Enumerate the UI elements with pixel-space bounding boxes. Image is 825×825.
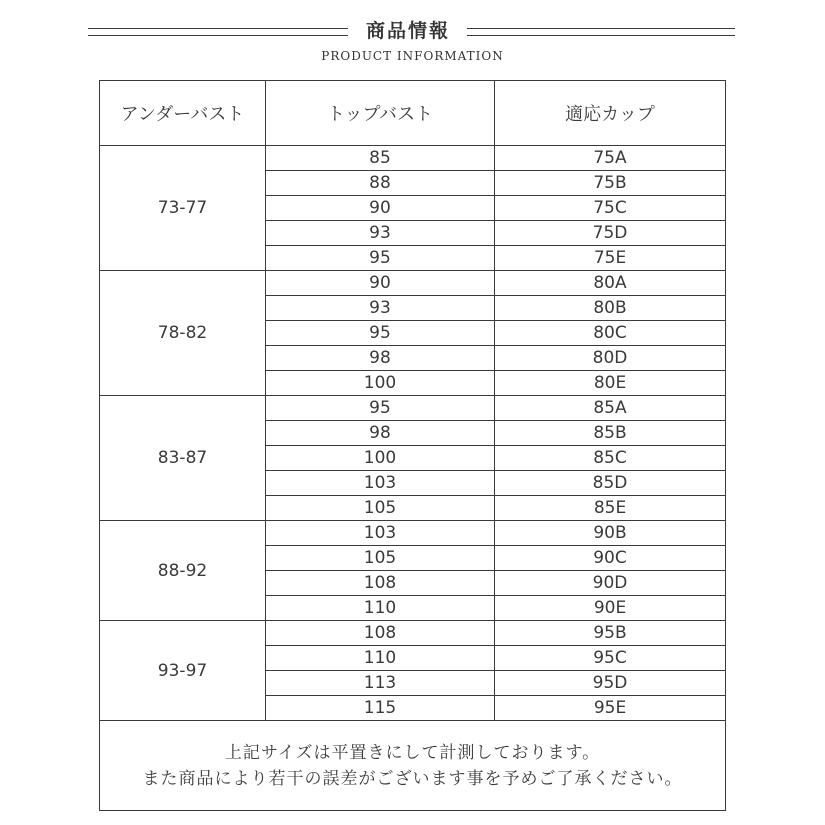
col-top-bust: トップバスト <box>266 81 495 146</box>
cup-cell: 90E <box>495 596 726 621</box>
cup-cell: 95E <box>495 696 726 721</box>
table-row <box>100 621 726 646</box>
under-bust-cell: 88-92 <box>100 521 266 621</box>
cup-cell: 95D <box>495 671 726 696</box>
note-row <box>100 721 726 811</box>
top-bust-cell: 90 <box>266 196 495 221</box>
under-bust-cell: 73-77 <box>100 146 266 271</box>
top-bust-cell: 95 <box>266 396 495 421</box>
top-bust-cell: 93 <box>266 296 495 321</box>
cup-cell: 95C <box>495 646 726 671</box>
cup-cell: 80C <box>495 321 726 346</box>
top-bust-cell: 85 <box>266 146 495 171</box>
cup-cell: 80E <box>495 371 726 396</box>
top-bust-cell: 90 <box>266 271 495 296</box>
header-row <box>100 81 726 146</box>
page-subtitle: PRODUCT INFORMATION <box>321 49 504 63</box>
top-bust-cell: 108 <box>266 571 495 596</box>
top-bust-cell: 100 <box>266 371 495 396</box>
cup-cell: 95B <box>495 621 726 646</box>
size-table-body <box>100 146 726 811</box>
header-rule-right <box>467 28 735 36</box>
under-bust-cell: 83-87 <box>100 396 266 521</box>
top-bust-cell: 88 <box>266 171 495 196</box>
header-rule-left <box>88 28 348 36</box>
cup-cell: 75C <box>495 196 726 221</box>
cup-cell: 75A <box>495 146 726 171</box>
top-bust-cell: 110 <box>266 646 495 671</box>
cup-cell: 85B <box>495 421 726 446</box>
note-line: 上記サイズは平置きにして計測しております。 <box>224 742 601 763</box>
table-row <box>100 146 726 171</box>
top-bust-cell: 103 <box>266 521 495 546</box>
measurement-note <box>100 721 726 811</box>
cup-cell: 80A <box>495 271 726 296</box>
top-bust-cell: 93 <box>266 221 495 246</box>
col-under-bust: アンダーバスト <box>100 81 266 146</box>
cup-cell: 75D <box>495 221 726 246</box>
top-bust-cell: 98 <box>266 346 495 371</box>
top-bust-cell: 115 <box>266 696 495 721</box>
top-bust-cell: 105 <box>266 546 495 571</box>
cup-cell: 85D <box>495 471 726 496</box>
note-line: また商品により若干の誤差がございます事を予めご了承ください。 <box>142 768 683 789</box>
cup-cell: 90D <box>495 571 726 596</box>
cup-cell: 90C <box>495 546 726 571</box>
top-bust-cell: 103 <box>266 471 495 496</box>
top-bust-cell: 108 <box>266 621 495 646</box>
size-table <box>99 80 726 811</box>
cup-cell: 85E <box>495 496 726 521</box>
col-cup-size: 適応カップ <box>495 81 726 146</box>
top-bust-cell: 113 <box>266 671 495 696</box>
page-title: 商品情報 <box>365 20 450 42</box>
cup-cell: 80D <box>495 346 726 371</box>
table-row <box>100 271 726 296</box>
cup-cell: 80B <box>495 296 726 321</box>
cup-cell: 85A <box>495 396 726 421</box>
cup-cell: 75E <box>495 246 726 271</box>
under-bust-cell: 78-82 <box>100 271 266 396</box>
top-bust-cell: 105 <box>266 496 495 521</box>
header <box>0 0 825 80</box>
cup-cell: 85C <box>495 446 726 471</box>
cup-cell: 90B <box>495 521 726 546</box>
under-bust-cell: 93-97 <box>100 621 266 721</box>
cup-cell: 75B <box>495 171 726 196</box>
top-bust-cell: 98 <box>266 421 495 446</box>
top-bust-cell: 100 <box>266 446 495 471</box>
table-row <box>100 396 726 421</box>
top-bust-cell: 110 <box>266 596 495 621</box>
top-bust-cell: 95 <box>266 321 495 346</box>
table-row <box>100 521 726 546</box>
top-bust-cell: 95 <box>266 246 495 271</box>
